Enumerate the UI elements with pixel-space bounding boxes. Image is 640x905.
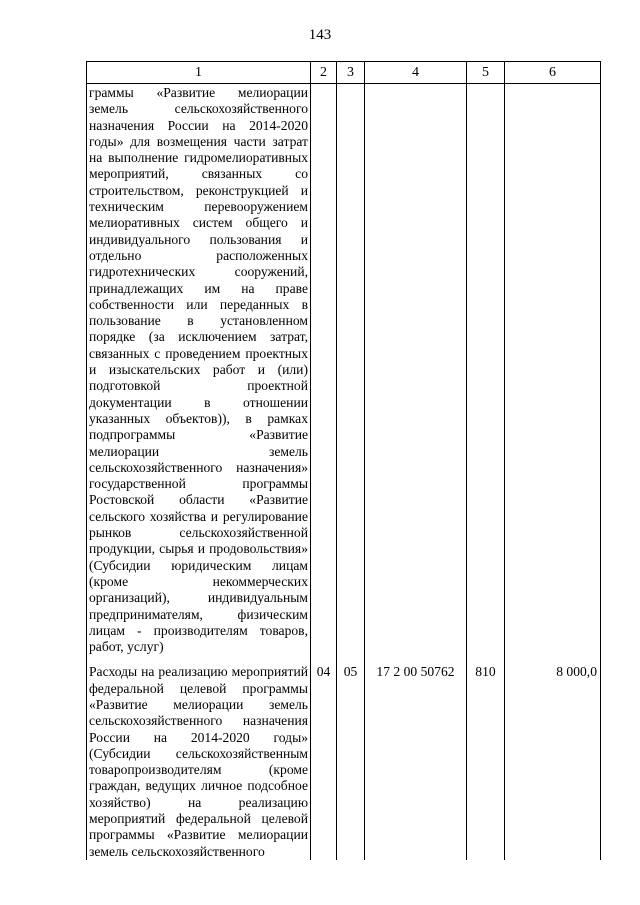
row-description: граммы «Развитие мелиорации земель сельскохозяйственного назначения России на 2014-2020 годы» для возмещения части затрат на выполнение гидромелиоративных мероприятий, связанных со строительством, реконструкцией и техническим перевооружением мелиоративных систем общего и индивидуального пользования и отдельно расположенных гидротехнических сооружений, принадлежащих им на праве собственности или переданных в пользование в установленном порядке (за исключением затрат, связанных с проведением проектных и изыскательских работ и (или) подготовкой проектной документации в отношении указанных объектов)), в рамках подпрограммы «Развитие мелиорации земель сельскохозяйственного назначения» государственной программы Ростовской области «Развитие сельского хозяйства и регулирование рынков сельскохозяйственной продукции, сырья и продовольствия» (Субсидии юридическим лицам (кроме некоммерческих организаций), индивидуальным предпринимателям, физическим лицам - производителям товаров, работ, услуг) xyxy=(87,84,311,656)
row-subsection xyxy=(337,84,365,656)
page-number: 143 xyxy=(308,27,332,43)
row-expense-type: 810 xyxy=(467,663,505,860)
row-subsection: 05 xyxy=(337,663,365,860)
row-spacer xyxy=(87,655,601,663)
budget-table xyxy=(86,61,601,860)
table-row xyxy=(87,84,601,656)
row-target-code: 17 2 00 50762 xyxy=(365,663,467,860)
column-header-5: 5 xyxy=(467,62,505,84)
column-header-3: 3 xyxy=(337,62,365,84)
row-target-code xyxy=(365,84,467,656)
table-row xyxy=(87,663,601,860)
row-section: 04 xyxy=(311,663,337,860)
row-amount xyxy=(505,84,601,656)
row-expense-type xyxy=(467,84,505,656)
row-amount: 8 000,0 xyxy=(505,663,601,860)
column-header-1: 1 xyxy=(87,62,311,84)
column-header-2: 2 xyxy=(311,62,337,84)
row-description: Расходы на реализацию мероприятий федеральной целевой программы «Развитие мелиорации земель сельскохозяйственного назначения России на 2014-2020 годы» (Субсидии сельскохозяйственным товаропроизводителям (кроме граждан, ведущих личное подсобное хозяйство) на реализацию мероприятий федеральной целевой программы «Развитие мелиорации земель сельскохозяйственного xyxy=(87,663,311,860)
row-section xyxy=(311,84,337,656)
column-number-header-row xyxy=(87,62,601,84)
column-header-4: 4 xyxy=(365,62,467,84)
column-header-6: 6 xyxy=(505,62,601,84)
